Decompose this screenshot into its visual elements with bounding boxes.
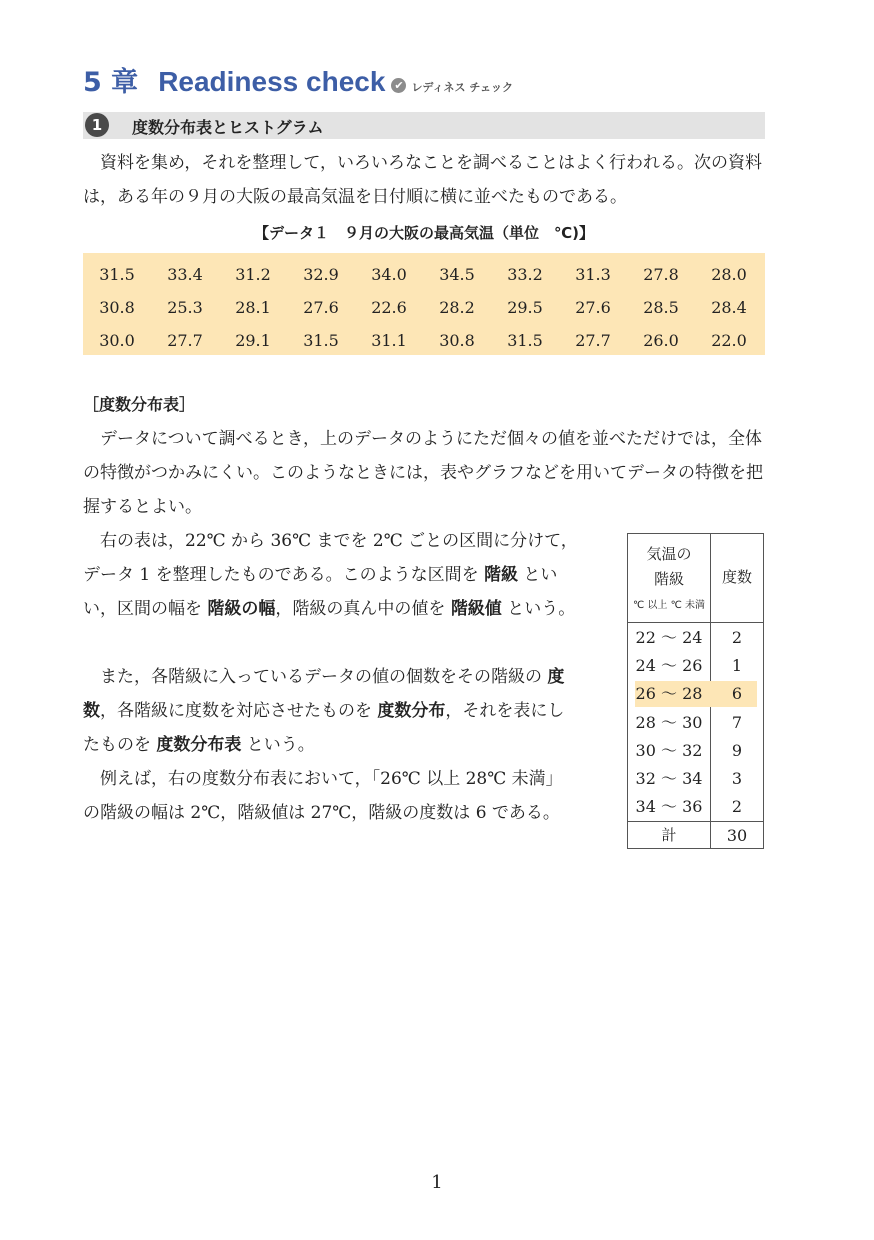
text-span: ，それを表にしたものを: [83, 701, 565, 755]
chapter-title: Readiness check: [158, 66, 386, 97]
data-cell: 34.0: [371, 265, 407, 284]
table-row: [628, 680, 763, 708]
class-cell: 34 ～ 36: [635, 797, 703, 817]
data-cell: 31.5: [303, 331, 339, 350]
frequency-cell: 2: [731, 628, 743, 647]
text-span: という。: [241, 735, 315, 755]
data-cell: 28.4: [711, 298, 747, 317]
page-number: 1: [431, 1172, 443, 1193]
data-cell: 34.5: [439, 265, 475, 284]
table-row: [628, 624, 763, 652]
data-cell: 31.2: [235, 265, 271, 284]
data-cell: 22.6: [371, 298, 407, 317]
table-row: [628, 793, 763, 821]
table-row: [628, 652, 763, 680]
term-frequency-table: 度数分布表: [156, 735, 242, 755]
class-cell: 30 ～ 32: [635, 740, 703, 760]
term-class-value: 階級値: [450, 599, 502, 619]
data-cell: 27.8: [643, 265, 679, 284]
data-cell: 33.4: [167, 265, 203, 284]
section-title: 度数分布表とヒストグラム: [132, 118, 324, 137]
data-cell: 31.1: [371, 331, 407, 350]
class-cell: 26 ～ 28: [635, 684, 703, 704]
frequency-cell: 6: [731, 684, 743, 704]
data-cell: 28.2: [439, 298, 475, 317]
paragraph-class-definition: [83, 524, 579, 626]
table-row: [628, 737, 763, 765]
intro-paragraph: 資料を集め，それを整理して，いろいろなことを調べることはよく行われる。次の資料は，ある年の９月の大阪の最高気温を日付順に横に並べたものである。: [83, 153, 762, 207]
frequency-cell: 7: [731, 712, 743, 732]
chapter-subtitle: レディネス チェック: [411, 81, 514, 94]
data-cell: 25.3: [167, 298, 203, 317]
total-row: [628, 821, 763, 850]
paragraph-frequency-definition: [83, 660, 579, 762]
data-cell: 32.9: [303, 265, 339, 284]
total-label: 計: [661, 826, 677, 844]
frequency-cell: 3: [731, 768, 743, 788]
header-class-line1: 気温の: [646, 545, 692, 563]
data-cell: 33.2: [507, 265, 543, 284]
text-span: また，各階級に入っているデータの値の個数をその階級の: [100, 667, 548, 687]
table-body: [628, 624, 763, 821]
section-number-badge: 1: [85, 113, 109, 137]
data-cell: 28.5: [643, 298, 679, 317]
data-cell: 29.5: [507, 298, 543, 317]
class-cell: 24 ～ 26: [635, 656, 703, 676]
header-class: [628, 542, 710, 592]
data-cell: 22.0: [711, 331, 747, 350]
subsection-heading: ［度数分布表］: [83, 395, 196, 414]
data-cell: 30.8: [439, 331, 475, 350]
paragraph-example: 例えば，右の度数分布表において，「26℃ 以上 28℃ 未満」の階級の幅は 2℃，階級値は 27℃，階級の度数は 6 である。: [83, 769, 563, 823]
text-span: 右の表は，22℃ から 36℃ までを 2℃ ごとの区間に分けて，データ 1 を整理したものである。このような区間を: [83, 531, 578, 585]
data-cell: 27.6: [303, 298, 339, 317]
data-table-caption: 【データ１ ９月の大阪の最高気温（単位 ℃)】: [253, 224, 595, 242]
header-class-line2: 階級: [653, 570, 684, 588]
chapter-heading: [83, 60, 513, 100]
section-heading-bar: [83, 112, 765, 139]
temperature-data-table: [83, 253, 765, 355]
frequency-cell: 1: [731, 656, 743, 676]
term-class: 階級: [484, 565, 519, 585]
data-cell: 27.6: [575, 298, 611, 317]
term-frequency: 度数: [83, 667, 565, 721]
text-span: ，各階級に度数を対応させたものを: [100, 701, 378, 721]
term-class-width: 階級の幅: [207, 599, 276, 619]
class-cell: 28 ～ 30: [635, 712, 703, 732]
class-cell: 22 ～ 24: [635, 628, 703, 647]
paragraph-intro-frequency: データについて調べるとき，上のデータのようにただ個々の値を並べただけでは，全体の特徴がつかみにくい。このようなときには，表やグラフなどを用いてデータの特徴を把握するとよい。: [83, 429, 763, 517]
data-cell: 30.0: [99, 331, 135, 350]
data-cell: 30.8: [99, 298, 135, 317]
table-row: [628, 765, 763, 793]
data-cell: 31.5: [507, 331, 543, 350]
data-cell: 27.7: [167, 331, 203, 350]
chapter-number: 5 章: [83, 67, 139, 98]
checkmark-icon: ✔: [391, 78, 406, 93]
data-cell: 31.3: [575, 265, 611, 284]
term-frequency-distribution: 度数分布: [377, 701, 446, 721]
header-class-units: ℃ 以上 ℃ 未満: [633, 600, 705, 611]
frequency-cell: 2: [731, 797, 743, 817]
data-cell: 27.7: [575, 331, 611, 350]
data-cell: 26.0: [643, 331, 679, 350]
total-value: 30: [726, 826, 748, 845]
frequency-distribution-table: [627, 533, 764, 849]
header-frequency: 度数: [721, 568, 752, 586]
data-cell: 28.1: [235, 298, 271, 317]
text-span: ，階級の真ん中の値を: [275, 599, 451, 619]
class-cell: 32 ～ 34: [635, 768, 703, 788]
data-cell: 29.1: [235, 331, 271, 350]
table-row: [628, 709, 763, 737]
data-cell: 28.0: [711, 265, 747, 284]
frequency-cell: 9: [731, 740, 743, 760]
text-span: という。: [501, 599, 576, 619]
text-span: といい，区間の幅を: [83, 565, 558, 619]
data-grid: [83, 258, 765, 357]
table-header: [628, 534, 763, 623]
data-cell: 31.5: [99, 265, 135, 284]
